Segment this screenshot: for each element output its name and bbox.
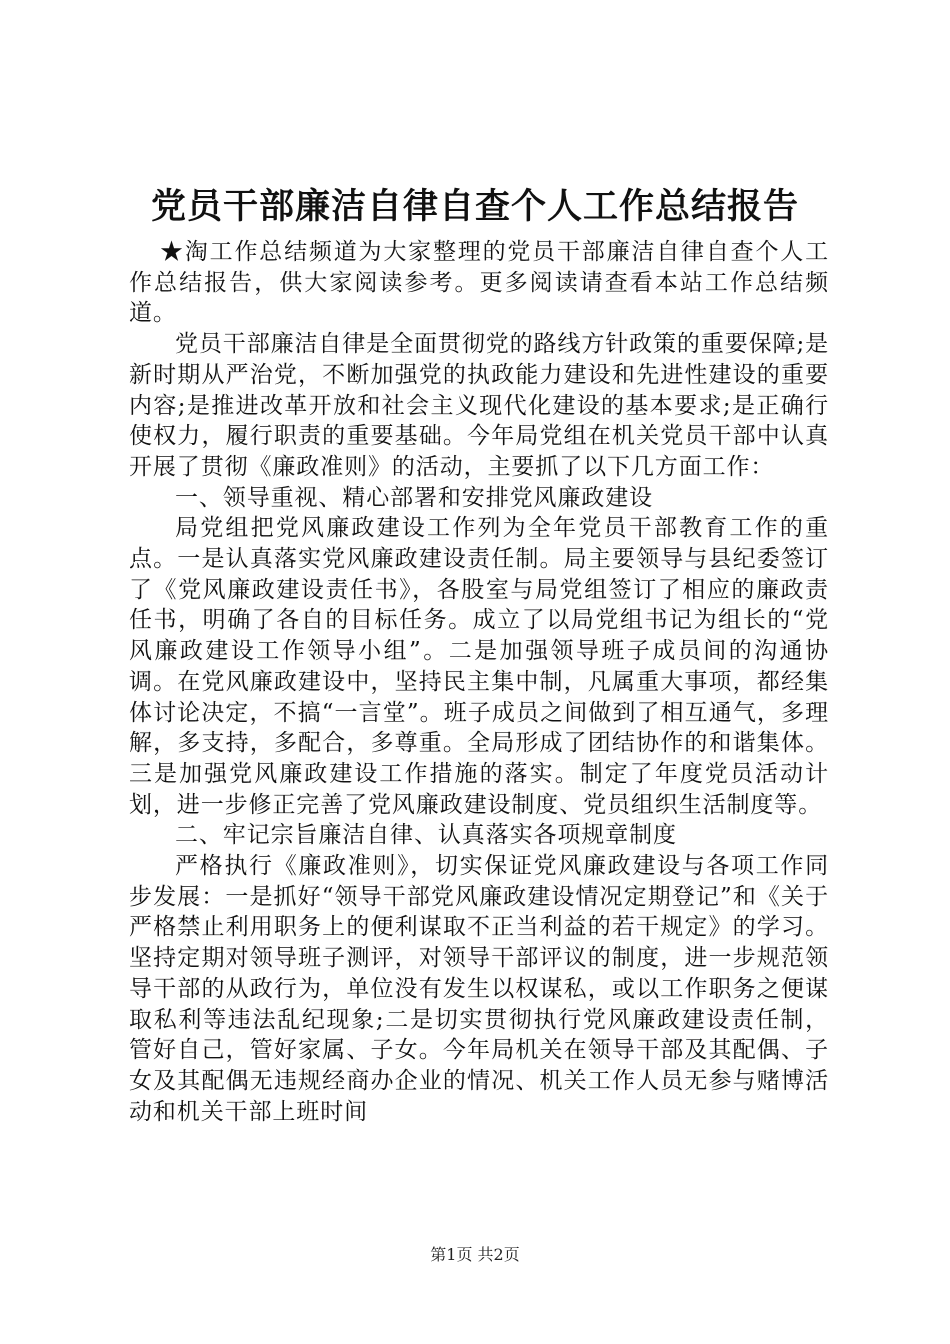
body-paragraph: 严格执行《廉政准则》，切实保证党风廉政建设与各项工作同步发展：一是抓好“领导干部党风廉政建设情况定期登记”和《关于严格禁止利用职务上的便利谋取不正当利益的若干规定》的学习。坚持定期对领导班子测评，对领导干部评议的制度，进一步规范领导干部的从政行为，单位没有发生以权谋私，或以工作职务之便谋取私利等违法乱纪现象;二是切实贯彻执行党风廉政建设责任制，管好自己，管好家属、子女。今年局机关在领导干部及其配偶、子女及其配偶无违规经商办企业的情况、机关工作人员无参与赌博活动和机关干部上班时间	[129, 853, 829, 1125]
section-heading: 二、牢记宗旨廉洁自律、认真落实各项规章制度	[175, 822, 677, 849]
section-heading: 一、领导重视、精心部署和安排党风廉政建设	[175, 484, 653, 511]
body-paragraph: 党员干部廉洁自律是全面贯彻党的路线方针政策的重要保障;是新时期从严治党，不断加强党的执政能力建设和先进性建设的重要内容;是推进改革开放和社会主义现代化建设的基本要求;是正确行使权力，履行职责的重要基础。今年局党组在机关党员干部中认真开展了贯彻《廉政准则》的活动，主要抓了以下几方面工作：	[129, 331, 829, 480]
document-body	[129, 237, 829, 1127]
document-title: 党员干部廉洁自律自查个人工作总结报告	[150, 187, 799, 227]
intro-paragraph: ★淘工作总结频道为大家整理的党员干部廉洁自律自查个人工作总结报告，供大家阅读参考。更多阅读请查看本站工作总结频道。	[129, 239, 829, 327]
page-indicator: 第1页 共2页	[430, 1245, 520, 1264]
body-paragraph: 局党组把党风廉政建设工作列为全年党员干部教育工作的重点。一是认真落实党风廉政建设责任制。局主要领导与县纪委签订了《党风廉政建设责任书》，各股室与局党组签订了相应的廉政责任书，明确了各自的目标任务。成立了以局党组书记为组长的“党风廉政建设工作领导小组”。二是加强领导班子成员间的沟通协调。在党风廉政建设中，坚持民主集中制，凡属重大事项，都经集体讨论决定，不搞“一言堂”。班子成员之间做到了相互通气，多理解，多支持，多配合，多尊重。全局形成了团结协作的和谐集体。三是加强党风廉政建设工作措施的落实。制定了年度党员活动计划，进一步修正完善了党风廉政建设制度、党员组织生活制度等。	[129, 515, 829, 818]
